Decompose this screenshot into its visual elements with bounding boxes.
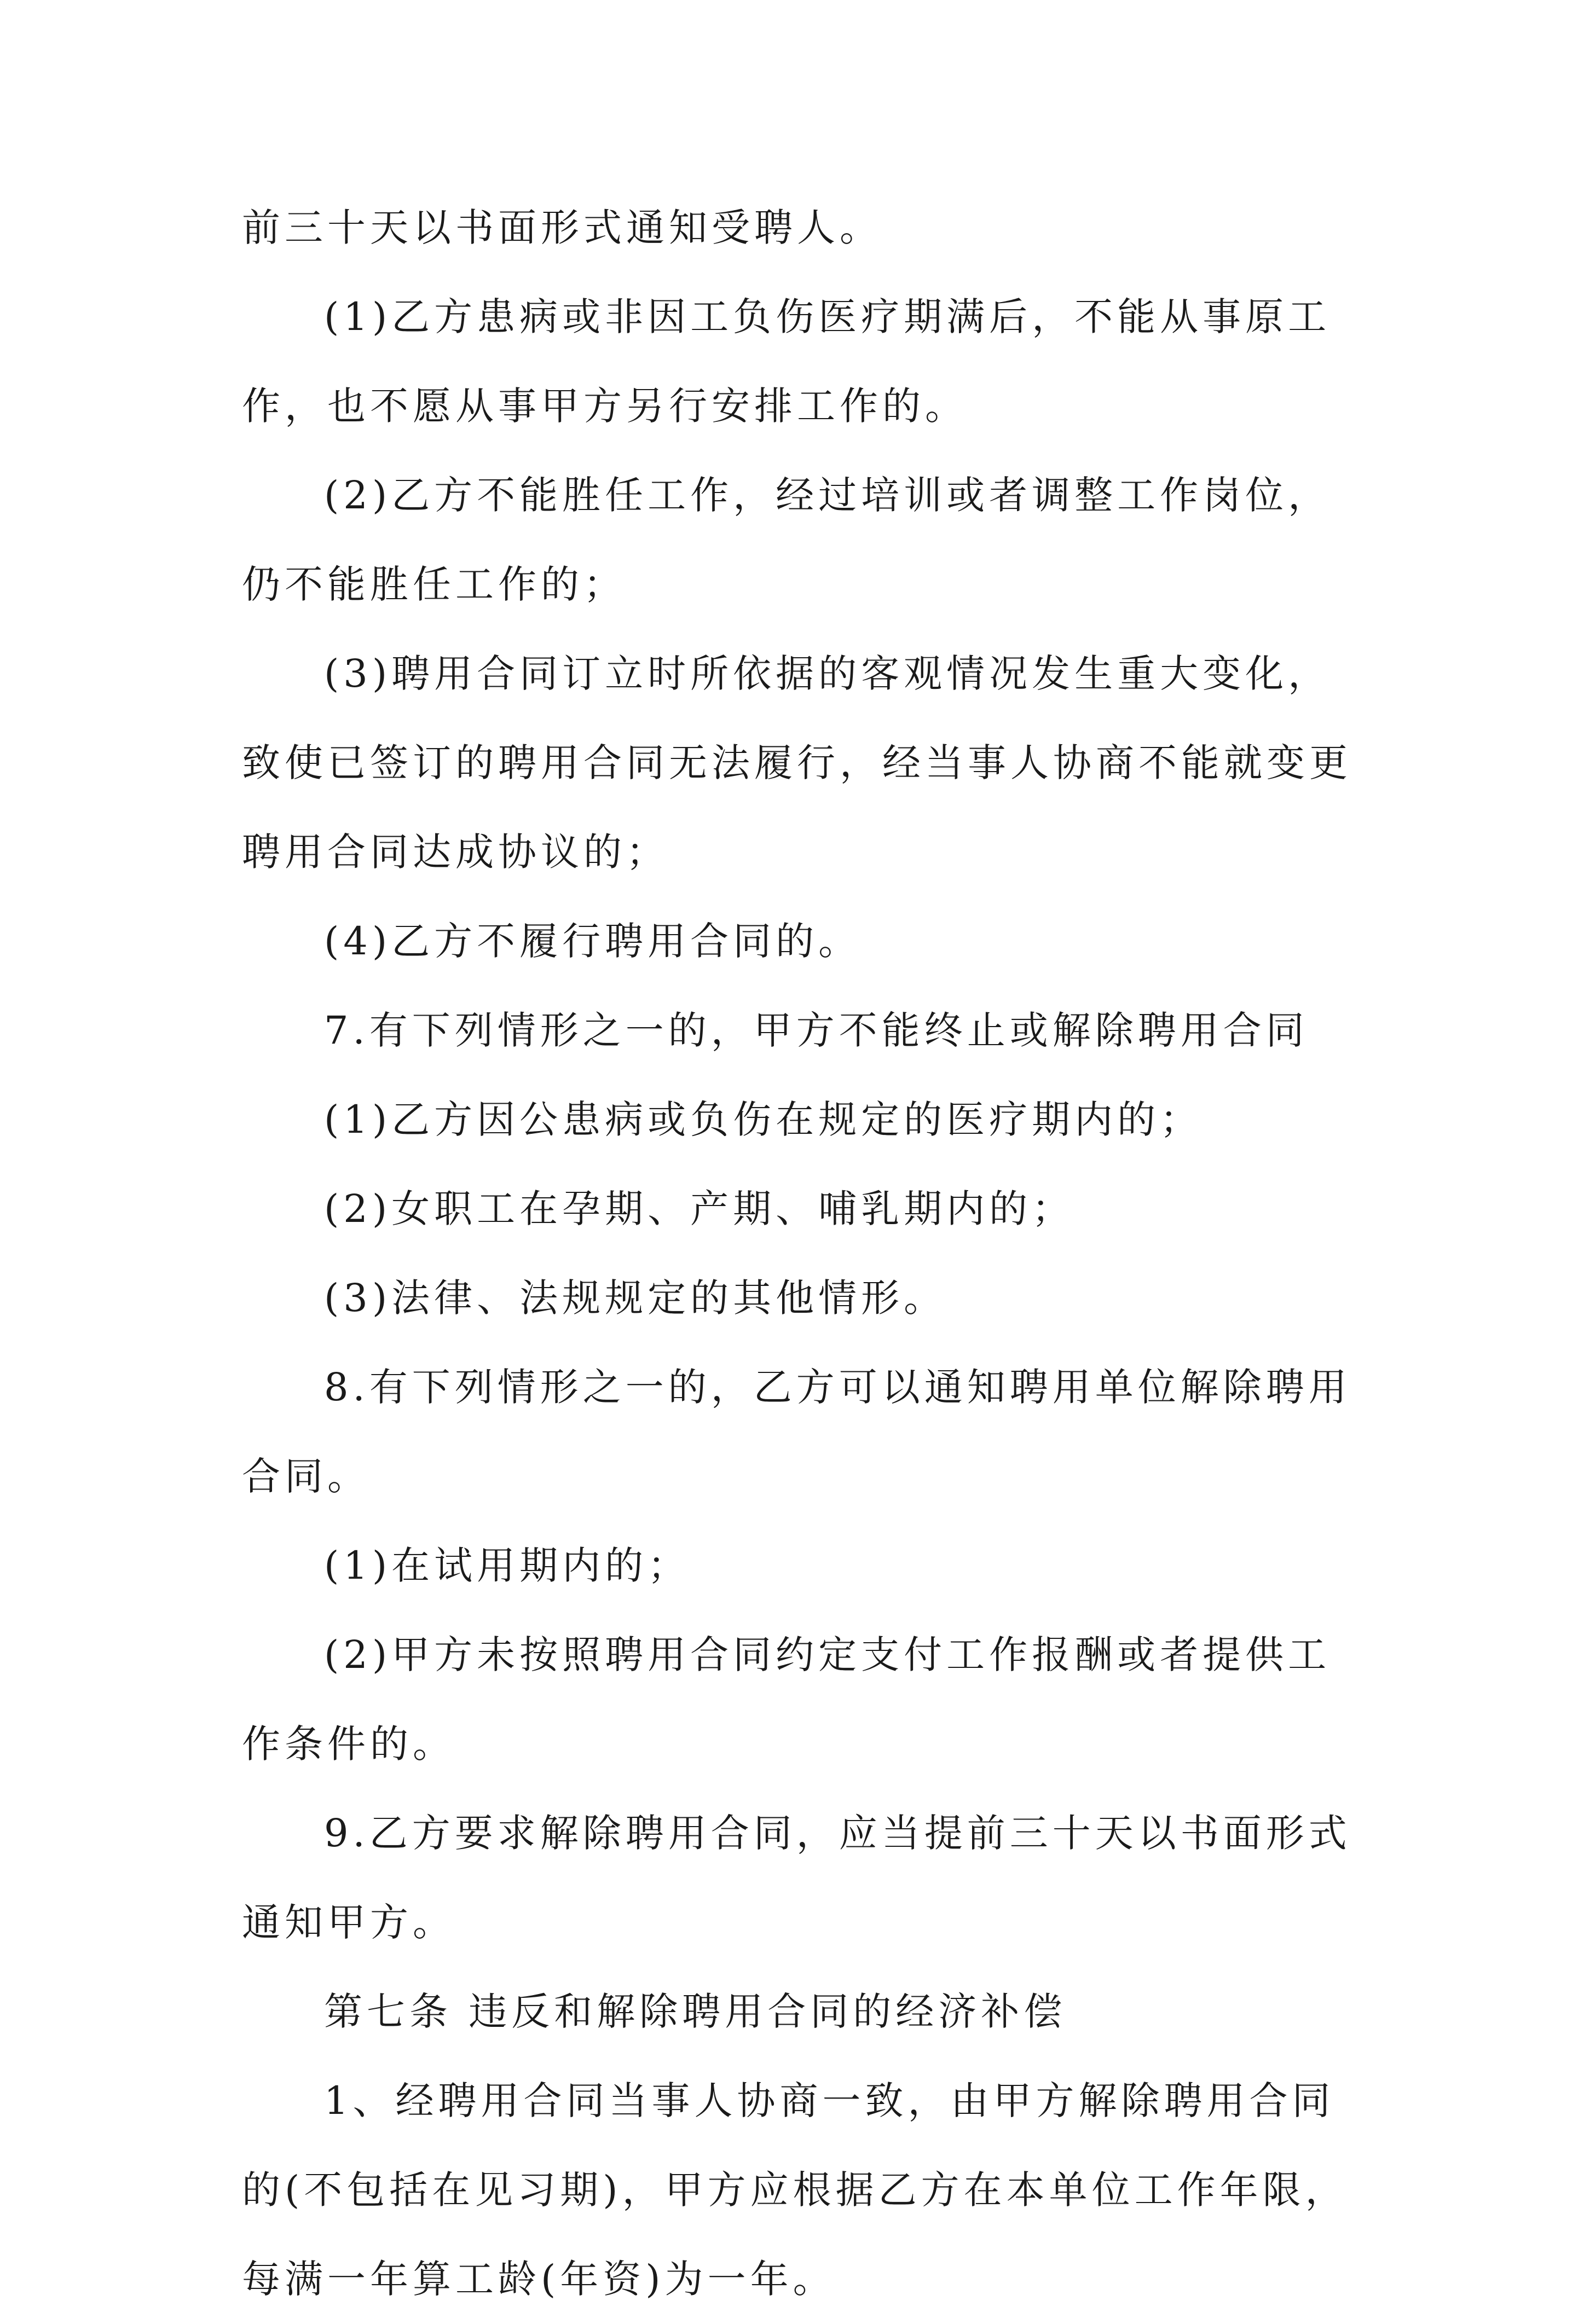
paragraph: 7.有下列情形之一的，甲方不能终止或解除聘用合同	[324, 1008, 1309, 1053]
paragraph: 9.乙方要求解除聘用合同，应当提前三十天以书面形式通知甲方。	[242, 1811, 1351, 1945]
paragraph: (1)乙方患病或非因工负伤医疗期满后，不能从事原工作，也不愿从事甲方另行安排工作的。	[242, 294, 1331, 428]
paragraph: (1)在试用期内的；	[324, 1543, 691, 1588]
paragraph: (4)乙方不履行聘用合同的。	[324, 919, 862, 964]
paragraph: 前三十天以书面形式通知受聘人。	[242, 205, 882, 250]
paragraph: 8.有下列情形之一的，乙方可以通知聘用单位解除聘用合同。	[242, 1365, 1351, 1499]
paragraph: (3)法律、法规规定的其他情形。	[324, 1276, 947, 1320]
document-body	[242, 183, 1353, 2324]
paragraph: 第七条 违反和解除聘用合同的经济补偿	[324, 1989, 1067, 2034]
paragraph: (2)乙方不能胜任工作，经过培训或者调整工作岗位，仍不能胜任工作的；	[242, 473, 1331, 607]
paragraph: 1、经聘用合同当事人协商一致，由甲方解除聘用合同的(不包括在见习期)，甲方应根据乙方在本单位工作年限，每满一年算工龄(年资)为一年。	[242, 2078, 1348, 2302]
paragraph: (1)乙方因公患病或负伤在规定的医疗期内的；	[324, 1097, 1203, 1142]
paragraph: (2)甲方未按照聘用合同约定支付工作报酬或者提供工作条件的。	[242, 1632, 1331, 1766]
paragraph: (2)女职工在孕期、产期、哺乳期内的；	[324, 1186, 1075, 1231]
paragraph: (3)聘用合同订立时所依据的客观情况发生重大变化，致使已签订的聘用合同无法履行，经当事人协商不能就变更聘用合同达成协议的；	[242, 651, 1352, 874]
